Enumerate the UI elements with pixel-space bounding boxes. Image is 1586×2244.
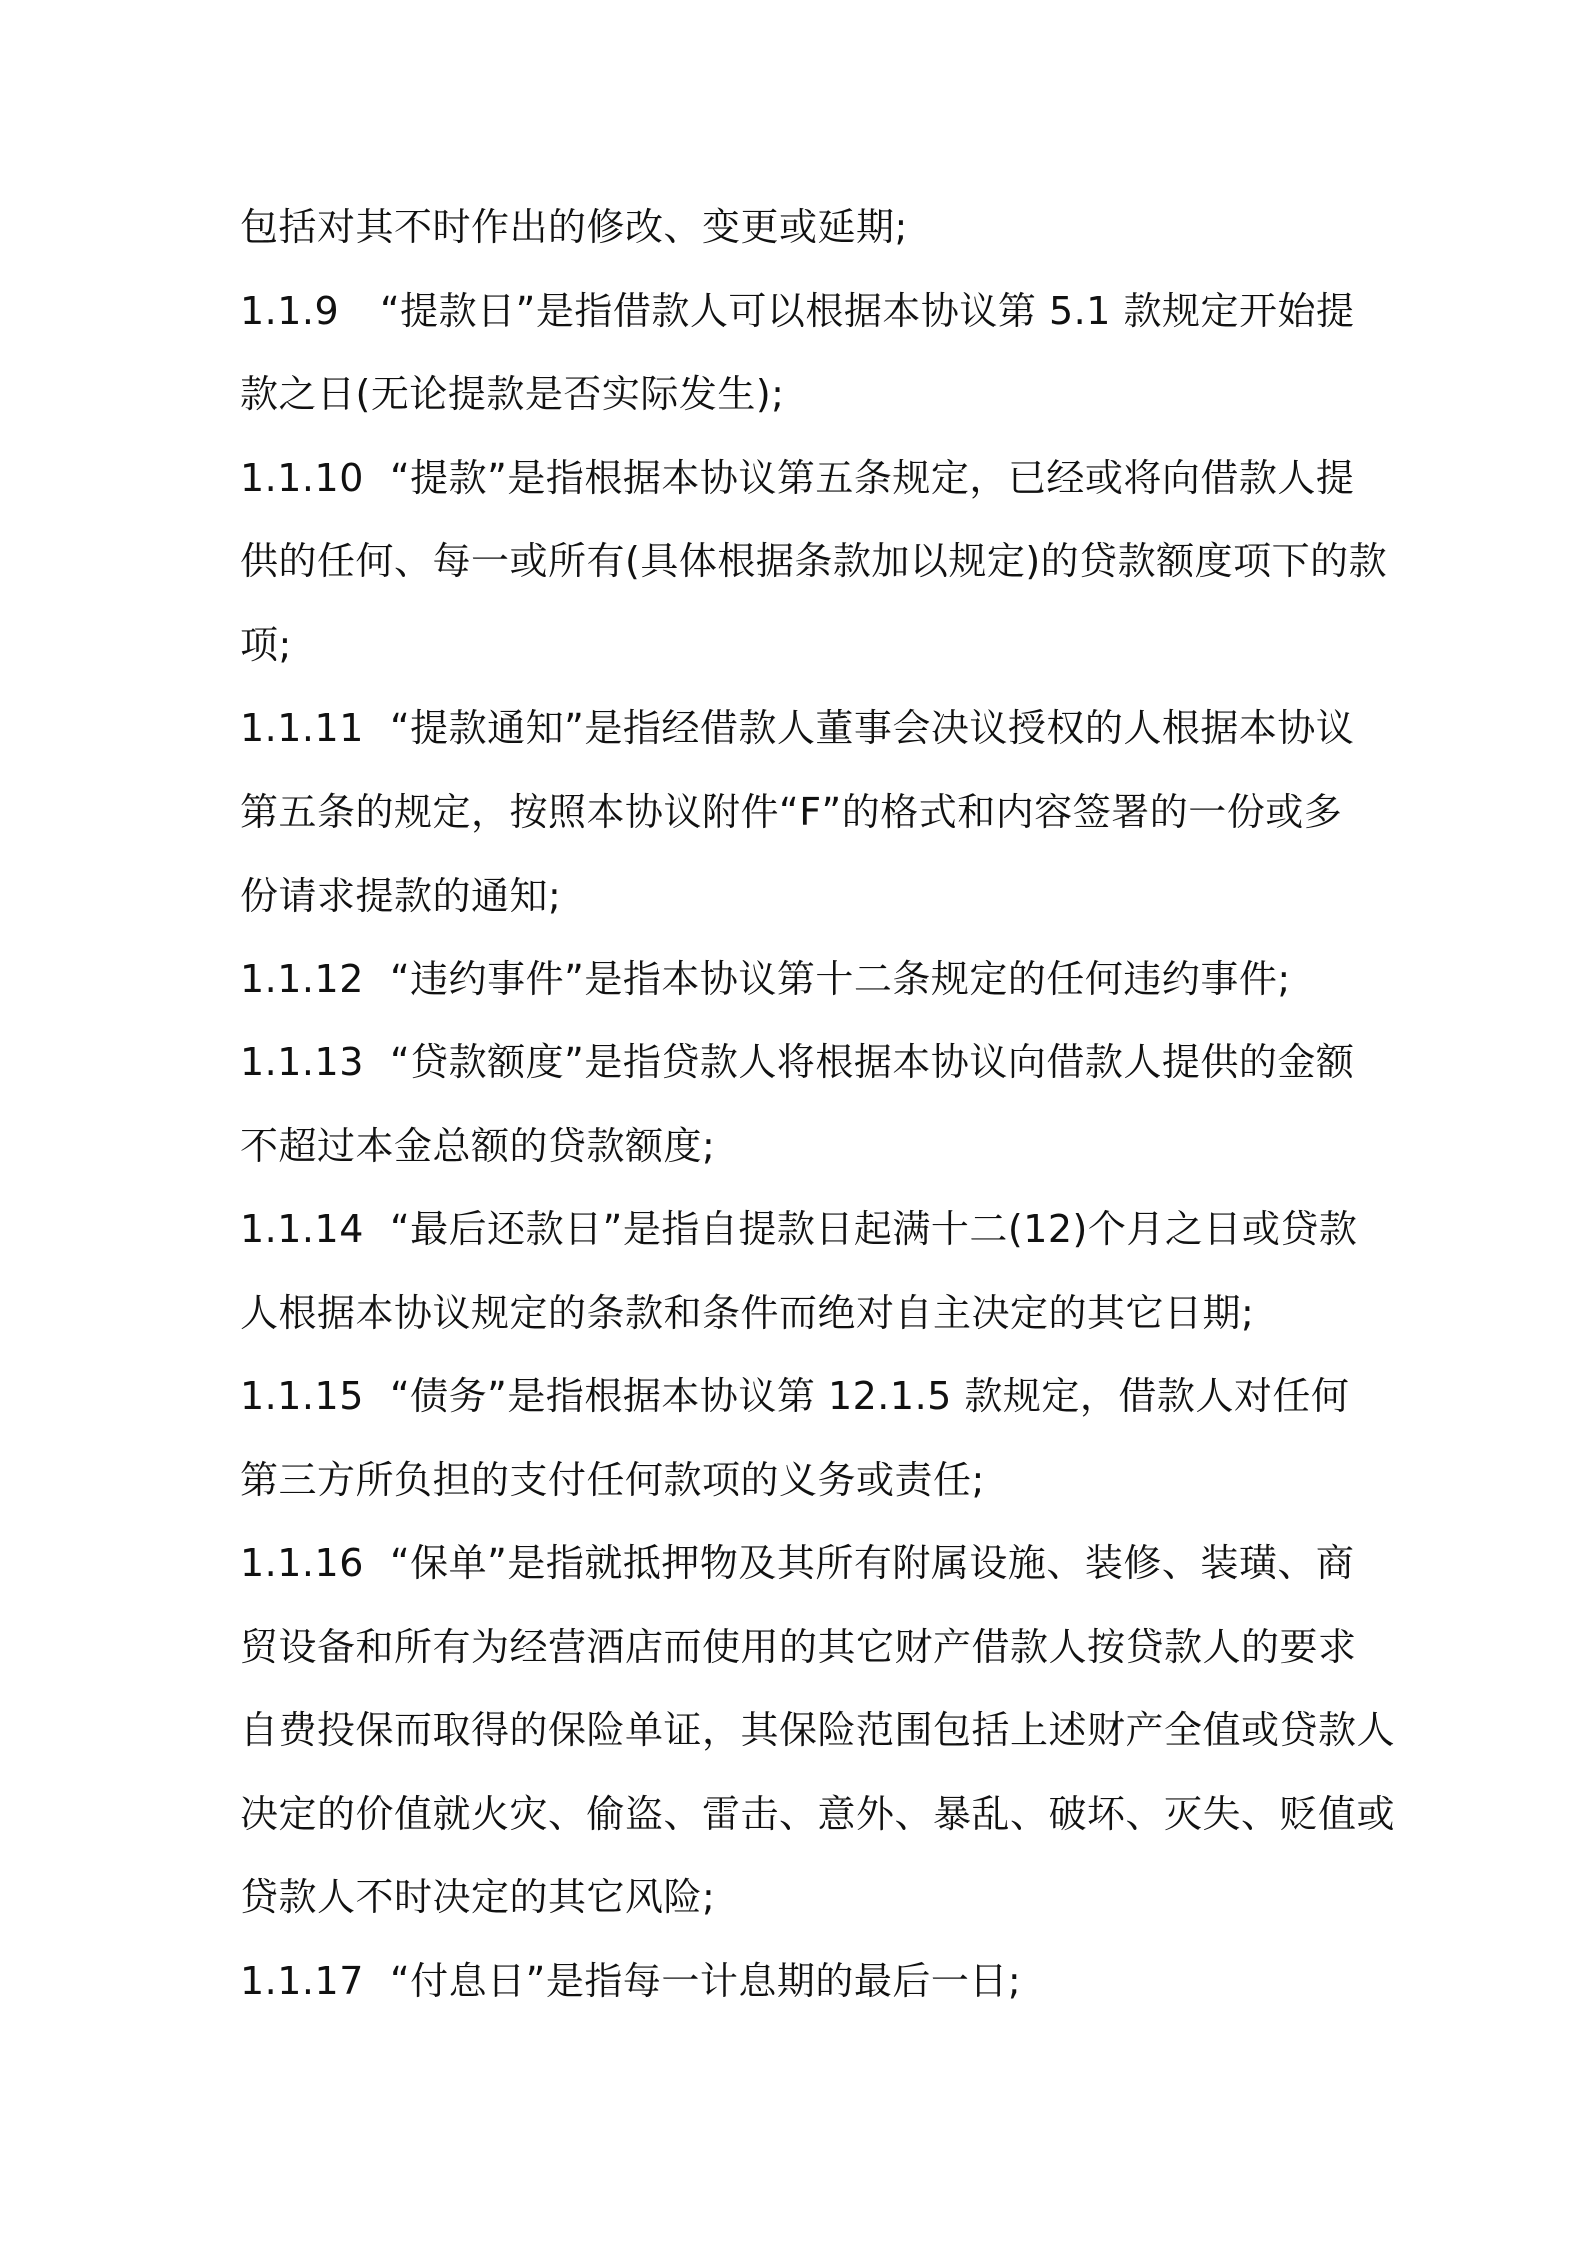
clause-number: 1.1.13	[240, 1040, 364, 1084]
clause-1-1-11	[240, 703, 1360, 753]
line-text: 项;	[240, 623, 292, 667]
text-line	[240, 1121, 1360, 1171]
text-line	[240, 369, 1360, 419]
clause-1-1-17	[240, 1956, 1360, 2006]
line-text: 不超过本金总额的贷款额度;	[240, 1124, 716, 1168]
line-text: “债务”是指根据本协议第 12.1.5 款规定，借款人对任何	[390, 1374, 1350, 1418]
text-line	[240, 1789, 1396, 1839]
text-line	[240, 620, 1360, 670]
clause-number: 1.1.16	[240, 1541, 364, 1585]
text-line	[240, 1622, 1360, 1672]
line-text: “贷款额度”是指贷款人将根据本协议向借款人提供的金额	[390, 1040, 1355, 1084]
line-text: 第五条的规定，按照本协议附件“F”的格式和内容签署的一份或多	[240, 790, 1343, 834]
clause-1-1-9	[240, 286, 1360, 336]
text-line	[240, 1455, 1360, 1505]
line-text: “保单”是指就抵押物及其所有附属设施、装修、装璜、商	[390, 1541, 1355, 1585]
clause-1-1-14	[240, 1204, 1360, 1254]
clause-1-1-10	[240, 453, 1360, 503]
line-text: 决定的价值就火灾、偷盗、雷击、意外、暴乱、破坏、灭失、贬值或	[240, 1792, 1396, 1836]
clause-1-1-12	[240, 954, 1360, 1004]
line-text: 份请求提款的通知;	[240, 874, 562, 918]
clause-number: 1.1.12	[240, 957, 364, 1001]
text-line	[240, 1288, 1360, 1338]
text-line	[240, 1705, 1396, 1755]
line-text: 贷款人不时决定的其它风险;	[240, 1875, 716, 1919]
text-line	[240, 202, 1360, 252]
line-text: 贸设备和所有为经营酒店而使用的其它财产借款人按贷款人的要求	[240, 1625, 1357, 1669]
clause-number: 1.1.14	[240, 1207, 364, 1251]
line-text: 自费投保而取得的保险单证，其保险范围包括上述财产全值或贷款人	[240, 1708, 1396, 1752]
clause-number: 1.1.17	[240, 1959, 364, 2003]
line-text: 供的任何、每一或所有(具体根据条款加以规定)的贷款额度项下的款	[240, 539, 1388, 583]
line-text: 第三方所负担的支付任何款项的义务或责任;	[240, 1458, 985, 1502]
line-text: “提款日”是指借款人可以根据本协议第 5.1 款规定开始提	[380, 289, 1355, 333]
line-text: “提款通知”是指经借款人董事会决议授权的人根据本协议	[390, 706, 1355, 750]
line-text: “提款”是指根据本协议第五条规定，已经或将向借款人提	[390, 456, 1355, 500]
clause-number: 1.1.10	[240, 456, 364, 500]
text-line	[240, 871, 1360, 921]
line-text: “付息日”是指每一计息期的最后一日;	[390, 1959, 1022, 2003]
line-text: “违约事件”是指本协议第十二条规定的任何违约事件;	[390, 957, 1291, 1001]
clause-1-1-15	[240, 1371, 1360, 1421]
clause-number: 1.1.15	[240, 1374, 364, 1418]
text-line	[240, 1872, 1360, 1922]
line-text: 人根据本协议规定的条款和条件而绝对自主决定的其它日期;	[240, 1291, 1255, 1335]
clause-number: 1.1.11	[240, 706, 364, 750]
text-line	[240, 787, 1360, 837]
line-text: 包括对其不时作出的修改、变更或延期;	[240, 205, 908, 249]
clause-1-1-13	[240, 1037, 1360, 1087]
clause-number: 1.1.9	[240, 289, 340, 333]
text-line	[240, 536, 1388, 586]
line-text: “最后还款日”是指自提款日起满十二(12)个月之日或贷款	[390, 1207, 1358, 1251]
clause-1-1-16	[240, 1538, 1360, 1588]
line-text: 款之日(无论提款是否实际发生);	[240, 372, 785, 416]
